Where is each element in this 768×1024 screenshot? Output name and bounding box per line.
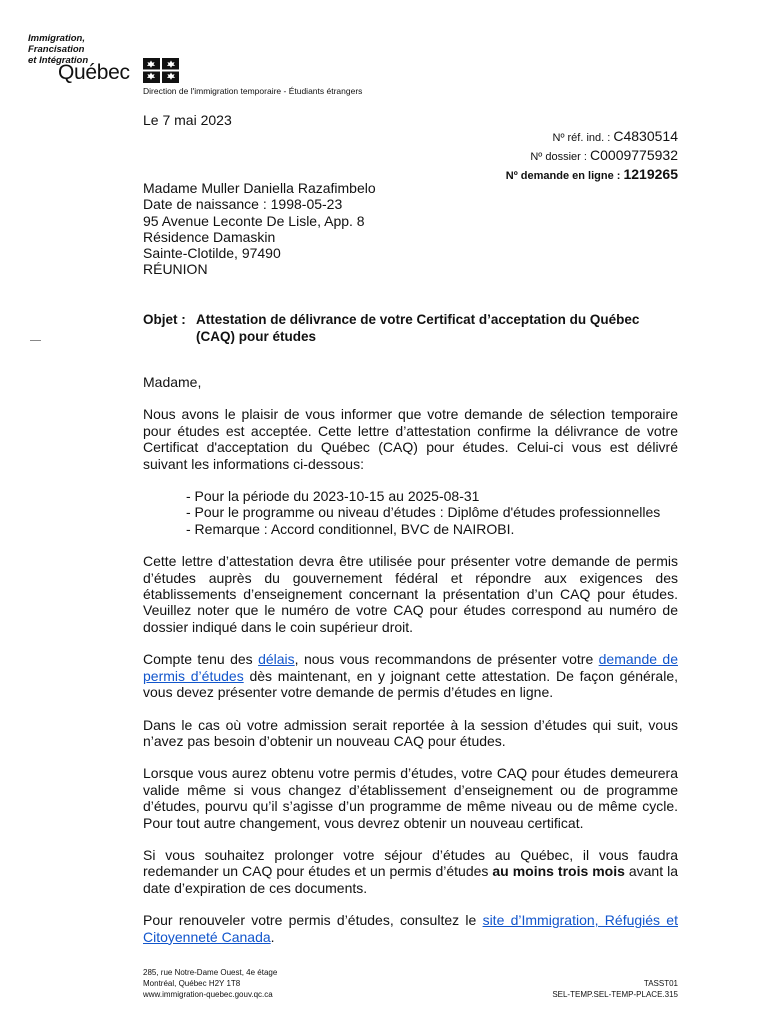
study-permit-link[interactable]: demande de permis d’études [143,651,678,684]
ref-demande-label: Nº demande en ligne : [505,170,624,182]
recipient-country: RÉUNION [143,261,208,278]
footer-address-line1: 285, rue Notre-Dame Ouest, 4e étage [143,968,278,977]
footer-website: www.immigration-quebec.gouv.qc.ca [143,990,273,999]
recipient-name: Madame Muller Daniella Razafimbelo [143,180,376,196]
ref-individual-label: Nº réf. ind. : [552,132,614,144]
department-name: Direction de l'immigration temporaire - Étudiants étrangers [143,86,363,96]
ref-demande-value: 1219265 [623,166,678,182]
quebec-flag-icon [143,58,179,83]
recipient-city: Sainte-Clotilde, 97490 [143,245,281,262]
greeting: Madame, [143,374,202,390]
paragraph-delays [143,651,678,700]
paragraph-extension-emphasis: au moins trois mois [492,863,625,880]
footer-code-2: SEL-TEMP.SEL-TEMP-PLACE.315 [552,990,678,999]
logo-line-3: et Intégration [28,55,89,66]
ref-dossier [506,147,678,166]
paragraph-delays-text: Compte tenu des [143,651,259,668]
paragraph-extension-text: Si vous souhaitez prolonger votre séjour d’études au Québec, il vous faudra redemander un CAQ pour études et un permis d’études [143,846,678,880]
footer-address [143,967,277,1000]
recipient-residence: Résidence Damaskin [143,228,276,245]
list-item: - Pour la période du 2023-10-15 au 2025-08-31 [186,488,480,505]
list-item: - Pour le programme ou niveau d’études : Diplôme d'études professionnelles [186,504,661,521]
paragraph-extension [143,847,678,896]
ref-individual [506,128,678,147]
logo-line-1: Immigration, [28,33,86,44]
paragraph-renewal-text: . [270,928,275,945]
subject-label: Objet : [143,312,186,327]
footer-code-1: TASST01 [643,979,678,988]
recipient-address [143,180,376,278]
delais-link[interactable]: délais [258,651,295,668]
list-item: - Remarque : Accord conditionnel, BVC de NAIROBI. [186,520,515,537]
logo-line-2: Francisation [28,44,85,55]
paragraph-usage: Cette lettre d’attestation devra être utilisée pour présenter votre demande de permis d’études auprès du gouvernement fédéral et répondre aux exigences des établissements d’enseignement concernant la présentation d’un CAQ pour études. Veuillez noter que le numéro de votre CAQ pour études correspond au numéro de dossier indiqué dans le coin supérieur droit. [143,553,678,635]
ref-demande [506,166,678,185]
recipient-street: 95 Avenue Leconte De Lisle, App. 8 [143,212,365,229]
paragraph-renewal [143,912,678,945]
recipient-birthdate: Date de naissance : 1998-05-23 [143,196,343,213]
letter-date: Le 7 mai 2023 [143,112,232,128]
paragraph-delays-text: , nous vous recommandons de présenter votre [294,651,599,668]
paragraph-acceptance: Nous avons le plaisir de vous informer que votre demande de sélection temporaire pour études est acceptée. Cette lettre d’attestation confirme la délivrance de votre Certificat d'acceptation du Québec (CAQ) pour études. Celui-ci vous est délivré suivant les informations ci-dessous: [143,406,678,472]
letter-body [143,374,678,961]
ref-dossier-label: Nº dossier : [530,151,591,163]
reference-block [506,128,678,185]
fold-mark [30,340,41,341]
ref-individual-value: C4830514 [613,128,678,144]
paragraph-renewal-text: Pour renouveler votre permis d’études, consultez le [143,912,483,929]
caq-details-list [143,488,678,537]
subject-text: Attestation de délivrance de votre Certificat d’acceptation du Québec (CAQ) pour études [196,312,640,344]
footer-address-line2: Montréal, Québec H2Y 1T8 [143,979,241,988]
paragraph-postponed: Dans le cas où votre admission serait reportée à la session d’études qui suit, vous n’avez pas besoin d’obtenir un nouveau CAQ pour études. [143,716,678,749]
ircc-site-link[interactable]: site d’Immigration, Réfugiés et Citoyenneté Canada [143,912,678,945]
paragraph-extension-text: avant la date d’expiration de ces documents. [143,863,678,896]
paragraph-validity: Lorsque vous aurez obtenu votre permis d’études, votre CAQ pour études demeurera valide même si vous changez d’établissement d’enseignement ou de programme d’études, pourvu qu’il s’agisse d’un programme de même niveau ou de même cycle. Pour tout autre changement, vous devrez obtenir un nouveau certificat. [143,765,678,831]
logo-quebec-wordmark: Québec [58,61,130,84]
ref-dossier-value: C0009775932 [590,147,678,163]
footer-codes [552,978,678,1000]
paragraph-delays-text: dès maintenant, en y joignant cette attestation. De façon générale, vous devez présenter votre demande de permis d’études en ligne. [143,667,679,701]
